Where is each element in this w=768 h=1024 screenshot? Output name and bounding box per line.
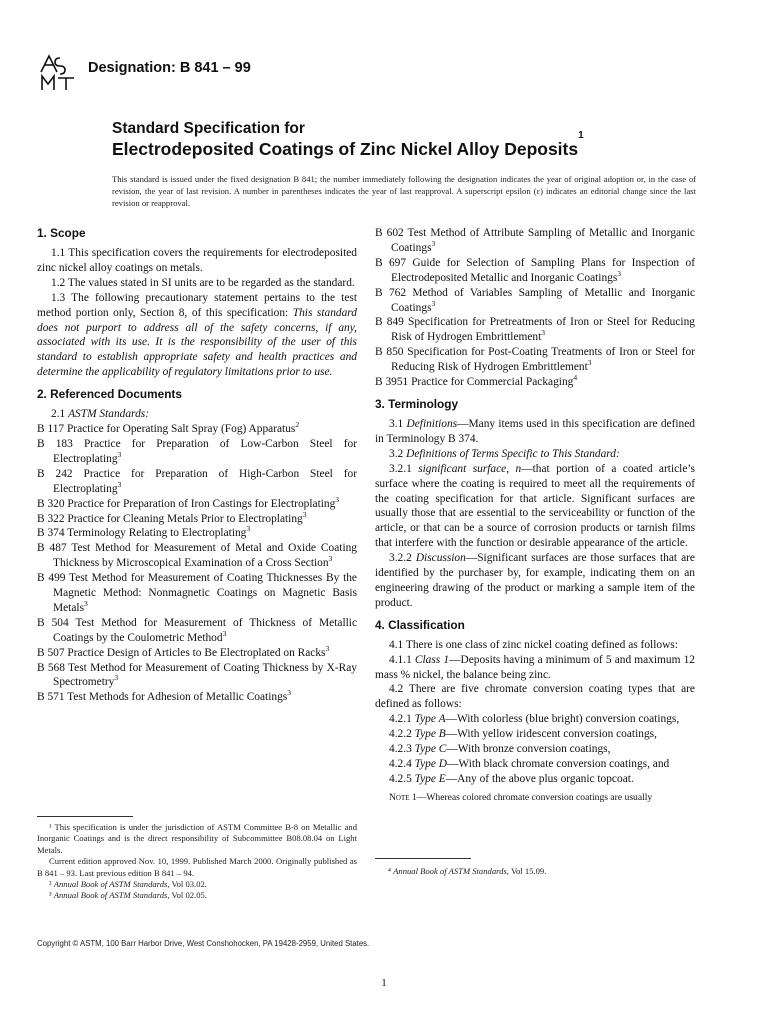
reference-text: B 3951 Practice for Commercial Packaging	[375, 376, 574, 389]
term: Type B	[414, 728, 446, 741]
section-heading-terminology: 3. Terminology	[375, 396, 459, 411]
reference-item	[37, 494, 357, 512]
footnote-1: ¹ This specification is under the jurisdiction of ASTM Committee B-8 on Metallic and Inorganic Coatings and is the direct responsibility of Subcommittee B08.08.04 on Light Metals.	[37, 822, 357, 855]
term: Type D	[414, 758, 448, 770]
term: Definitions	[406, 417, 458, 430]
reference-text: B 762 Method of Variables Sampling of Metallic and Inorganic Coatings	[375, 286, 695, 314]
left-column	[37, 226, 357, 705]
designation: Designation: B 841 – 99	[88, 60, 251, 76]
note-1	[375, 791, 695, 804]
number: 4.1.1	[389, 653, 415, 666]
footnote-rule-left	[37, 816, 133, 817]
volume: , Vol 15.09.	[506, 866, 547, 876]
reference-footnote-mark: 4	[573, 373, 578, 383]
term: Type C	[414, 743, 447, 756]
copyright-notice: Copyright © ASTM, 100 Barr Harbor Drive, West Conshohocken, PA 19428-2959, United States.	[37, 939, 370, 948]
paragraph-4-1: 4.1 There is one class of zinc nickel coating defined as follows:	[389, 638, 678, 651]
paragraph-1-3-text: 1.3 The following precautionary statement pertains to the test method portion only, Section 8, of this specification:	[37, 291, 357, 319]
reference-item	[375, 375, 695, 390]
volume: , Vol 03.02.	[167, 879, 207, 890]
term: Definitions of Terms Specific to This Standard:	[406, 447, 620, 460]
reference-item	[37, 467, 357, 497]
footnote-rule-right	[375, 858, 471, 859]
right-column	[375, 226, 695, 804]
reference-text: B 487 Test Method for Measurement of Metal and Oxide Coating Thickness by Microscopical Examination of a Cross Section	[37, 542, 357, 570]
text: —Deposits having a minimum of 5 and maximum 12 mass % nickel, the balance being zinc.	[375, 653, 695, 681]
coating-type-item	[375, 742, 695, 757]
text: —Any of the above plus organic topcoat.	[445, 772, 634, 785]
footnote-2	[37, 879, 357, 890]
reference-item	[375, 345, 695, 375]
note-text: 1—Whereas colored chromate conversion coatings are usually	[409, 791, 653, 803]
mark: ⁴	[388, 866, 394, 876]
reference-footnote-mark: 3	[246, 524, 251, 534]
text: —With bronze conversion coatings,	[446, 743, 611, 756]
text: —that portion of a coated article’s surface where the coating is required to meet all the requirements of the coating specification for that article. Significant surfaces are usually those that are essential to the serviceability or function of the article, or that can be a source of corrosion products or tarnish films that interfere with the function or desirable appearance of the article.	[375, 462, 695, 550]
issuance-notice: This standard is issued under the fixed designation B 841; the number immediately following the designation indicates the year of original adoption or, in the case of revision, the year of last revision. A number in parentheses indicates the year of last reapproval. A superscript epsilon (ε) indicates an editorial change since the last revision or reapproval.	[112, 174, 696, 208]
reference-item	[37, 690, 357, 705]
reference-text: B 568 Test Method for Measurement of Coating Thickness by X-Ray Spectrometry	[37, 661, 357, 689]
astm-standards-label	[37, 407, 357, 422]
reference-list-left	[37, 422, 357, 705]
reference-item	[37, 571, 357, 616]
reference-text: B 602 Test Method of Attribute Sampling of Metallic and Inorganic Coatings	[375, 227, 695, 254]
section-heading-referenced-documents: 2. Referenced Documents	[37, 387, 182, 402]
reference-footnote-mark: 3	[335, 494, 340, 504]
coating-type-item	[375, 772, 695, 787]
title-footnote-mark: 1	[578, 130, 584, 141]
section-heading-scope: 1. Scope	[37, 226, 86, 240]
reference-footnote-mark: 3	[587, 358, 592, 368]
number: 4.2.2	[389, 728, 415, 741]
mark: ³	[49, 890, 54, 901]
number: 4.2.4	[389, 758, 415, 770]
reference-text: B 242 Practice for Preparation of High-Carbon Steel for Electroplating	[37, 467, 357, 495]
coating-type-item	[375, 712, 695, 727]
reference-text: B 571 Test Methods for Adhesion of Metallic Coatings	[37, 691, 288, 704]
section-heading-classification: 4. Classification	[375, 617, 465, 632]
reference-footnote-mark: 3	[431, 239, 436, 249]
reference-footnote-mark: 3	[84, 599, 88, 609]
subsection-number: 2.1	[51, 408, 69, 421]
text: —Significant surfaces are those surfaces that are identified by the purchaser by, for example, indicating them on an engineering drawing of the product or marking a sample item of the product.	[375, 552, 695, 609]
paragraph-3-1	[375, 417, 695, 447]
reference-text: B 117 Practice for Operating Salt Spray (Fog) Apparatus	[37, 423, 296, 436]
reference-list-right	[375, 226, 695, 390]
paragraph-3-2-1: 3.2.1 significant surface, n—that portion of a coated article’s surface where the coating is required to meet all the requirements of the coating specification for that article. Significant surfaces are usually those that are essential to the serviceability or function of the article, or that can be a source of corrosion products or tarnish films that interfere with the function or desirable appearance of the article.	[375, 462, 695, 550]
reference-item	[375, 226, 695, 256]
reference-item	[375, 256, 695, 286]
subsection-label: ASTM Standards:	[68, 408, 149, 421]
text: —With yellow iridescent conversion coatings,	[445, 728, 657, 741]
reference-text: B 850 Specification for Post-Coating Treatments of Iron or Steel for Reducing Risk of Hydrogen Embrittlement	[375, 346, 695, 374]
part-of-speech: n	[515, 462, 522, 475]
reference-text: B 322 Practice for Cleaning Metals Prior to Electroplating	[37, 512, 303, 525]
reference-footnote-mark: 3	[117, 450, 122, 460]
reference-text: B 697 Guide for Selection of Sampling Plans for Inspection of Electrodeposited Metallic and Inorganic Coatings	[375, 256, 695, 284]
footnotes-left	[37, 822, 357, 902]
title-line2	[112, 130, 712, 160]
volume: , Vol 02.05.	[167, 890, 207, 901]
reference-footnote-mark: 3	[328, 554, 333, 564]
reference-item	[37, 526, 357, 541]
text: —With colorless (blue bright) conversion coatings,	[445, 713, 680, 726]
footnote-1-edition: Current edition approved Nov. 10, 1999. Published March 2000. Originally published as B 841 – 93. Last previous edition B 841 – 94.	[37, 856, 357, 878]
reference-text: B 320 Practice for Preparation of Iron Castings for Electroplating	[37, 497, 336, 510]
footnote-4	[388, 866, 688, 877]
reference-footnote-mark: 3	[617, 268, 622, 278]
coating-type-item	[375, 757, 695, 772]
reference-footnote-mark: 3	[431, 298, 436, 308]
coating-type-list	[375, 712, 695, 787]
reference-item	[37, 437, 357, 467]
note-label: Note	[389, 791, 410, 803]
source: Annual Book of ASTM Standards	[53, 879, 168, 890]
reference-item	[37, 422, 357, 437]
paragraph-1-3	[37, 291, 357, 380]
reference-text: B 849 Specification for Pretreatments of Iron or Steel for Reducing Risk of Hydrogen Embrittlement	[375, 316, 695, 344]
reference-text: B 183 Practice for Preparation of Low-Carbon Steel for Electroplating	[37, 437, 357, 465]
number: 3.1	[389, 417, 407, 430]
title-line1: Standard Specification for	[112, 120, 305, 137]
reference-footnote-mark: 3	[541, 328, 546, 338]
reference-footnote-mark: 3	[325, 643, 330, 653]
number: 4.2.1	[389, 713, 415, 726]
term: significant surface	[418, 462, 507, 475]
coating-type-item	[375, 727, 695, 742]
term: Discussion	[415, 552, 466, 565]
paragraph-1-1: 1.1 This specification covers the requirements for electrodeposited zinc nickel alloy coatings on metals.	[37, 247, 357, 274]
number: 3.2	[389, 447, 407, 460]
number: 3.2.2	[389, 552, 416, 565]
mark: ²	[49, 879, 54, 890]
title-block	[112, 119, 712, 160]
reference-item	[37, 509, 357, 527]
reference-footnote-mark: 2	[295, 420, 300, 430]
reference-text: B 504 Test Method for Measurement of Thickness of Metallic Coatings by the Coulometric Method	[37, 616, 357, 644]
footnote-3	[37, 890, 357, 901]
reference-text: B 507 Practice Design of Articles to Be Electroplated on Racks	[37, 646, 326, 659]
reference-item	[375, 286, 695, 316]
paragraph-1-2: 1.2 The values stated in SI units are to be regarded as the standard.	[51, 276, 355, 289]
safety-caveat: This standard does not purport to address all of the safety concerns, if any, associated with its use. It is the responsibility of the user of this standard to establish appropriate safety and health practices and determine the applicability of regulatory limitations prior to use.	[37, 306, 357, 379]
reference-text: B 374 Terminology Relating to Electroplating	[37, 527, 247, 540]
number: 4.2.3	[389, 743, 415, 756]
source: Annual Book of ASTM Standards	[393, 866, 507, 876]
paragraph-4-1-1	[375, 653, 695, 683]
number: 4.2.5	[389, 772, 415, 785]
reference-text: B 499 Test Method for Measurement of Coating Thicknesses By the Magnetic Method: Nonmagnetic Coatings on Magnetic Basis Metals	[37, 572, 357, 614]
reference-item	[37, 661, 357, 691]
term: Type A	[414, 713, 446, 726]
term: Class 1	[414, 653, 450, 666]
term: Type E	[414, 772, 446, 785]
reference-item	[37, 643, 357, 661]
reference-footnote-mark: 3	[287, 688, 291, 698]
paragraph-3-2-2	[375, 551, 695, 611]
astm-logo-icon	[38, 52, 78, 92]
reference-footnote-mark: 3	[117, 479, 122, 489]
reference-footnote-mark: 3	[302, 509, 307, 519]
paragraph-3-2	[375, 447, 695, 462]
text: —Many items used in this specification are defined in Terminology B 374.	[375, 417, 695, 445]
reference-item	[37, 541, 357, 571]
number: 3.2.1	[389, 462, 419, 475]
reference-item	[37, 616, 357, 646]
reference-item	[375, 315, 695, 345]
reference-footnote-mark: 3	[222, 628, 227, 638]
reference-footnote-mark: 3	[114, 673, 119, 683]
page-number: 1	[381, 977, 387, 989]
text: —With black chromate conversion coatings, and	[447, 758, 670, 770]
document-title: Electrodeposited Coatings of Zinc Nickel Alloy Deposits	[112, 139, 579, 159]
source: Annual Book of ASTM Standards	[53, 890, 168, 901]
paragraph-4-2: 4.2 There are five chromate conversion coating types that are defined as follows:	[375, 683, 695, 711]
